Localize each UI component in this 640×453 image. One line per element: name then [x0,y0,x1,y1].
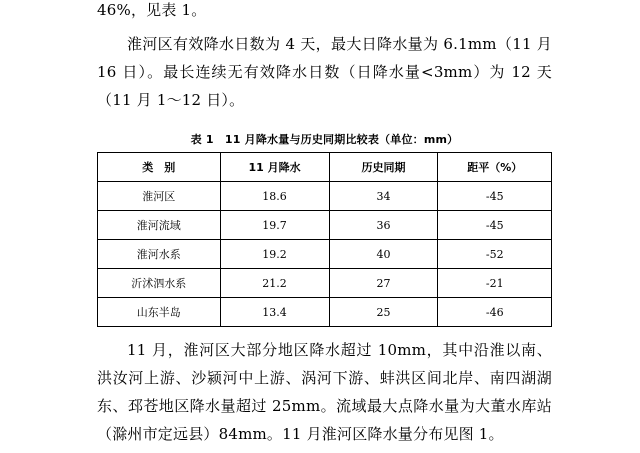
cell-category: 淮河流域 [98,211,221,240]
cell-anomaly: -52 [438,240,552,269]
table-row [98,240,552,269]
cell-anomaly: -21 [438,269,552,298]
table-caption: 表 1 11 月降水量与历史同期比较表（单位：mm） [190,133,459,146]
cell-category: 山东半岛 [98,298,221,327]
table-header-row [98,153,552,182]
cell-historical: 40 [329,240,438,269]
cell-historical: 27 [329,269,438,298]
header-november-precip: 11 月降水 [220,153,329,182]
cell-historical: 34 [329,182,438,211]
cell-anomaly: -46 [438,298,552,327]
cell-november-precip: 21.2 [220,269,329,298]
cell-november-precip: 13.4 [220,298,329,327]
header-category: 类 别 [98,153,221,182]
cell-category: 沂沭泗水系 [98,269,221,298]
table-row [98,182,552,211]
cell-november-precip: 19.2 [220,240,329,269]
paragraph-intro: 淮河区有效降水日数为 4 天，最大日降水量为 6.1mm（11 月 16 日）。最长连续无有效降水日数（日降水量<3mm）为 12 天（11 月 1～12 日）。 [97,35,552,109]
cell-november-precip: 18.6 [220,182,329,211]
cell-historical: 36 [329,211,438,240]
precipitation-comparison-table [97,152,552,327]
paragraph-distribution: 11 月，淮河区大部分地区降水超过 10mm，其中沿淮以南、洪汝河上游、沙颍河中上游、涡河下游、蚌洪区间北岸、南四湖湖东、邳苍地区降水量超过 25mm。流域最大点降水量为大董水库站（滁州市定远县）84mm。11 月淮河区降水量分布见图 1。 [97,341,552,443]
cell-anomaly: -45 [438,211,552,240]
header-anomaly: 距平（%） [438,153,552,182]
cell-category: 淮河水系 [98,240,221,269]
header-historical: 历史同期 [329,153,438,182]
table-row [98,269,552,298]
cell-historical: 25 [329,298,438,327]
paragraph-top-fragment: 46%，见表 1。 [97,1,207,19]
table-row [98,211,552,240]
cell-november-precip: 19.7 [220,211,329,240]
cell-category: 淮河区 [98,182,221,211]
table-row [98,298,552,327]
cell-anomaly: -45 [438,182,552,211]
